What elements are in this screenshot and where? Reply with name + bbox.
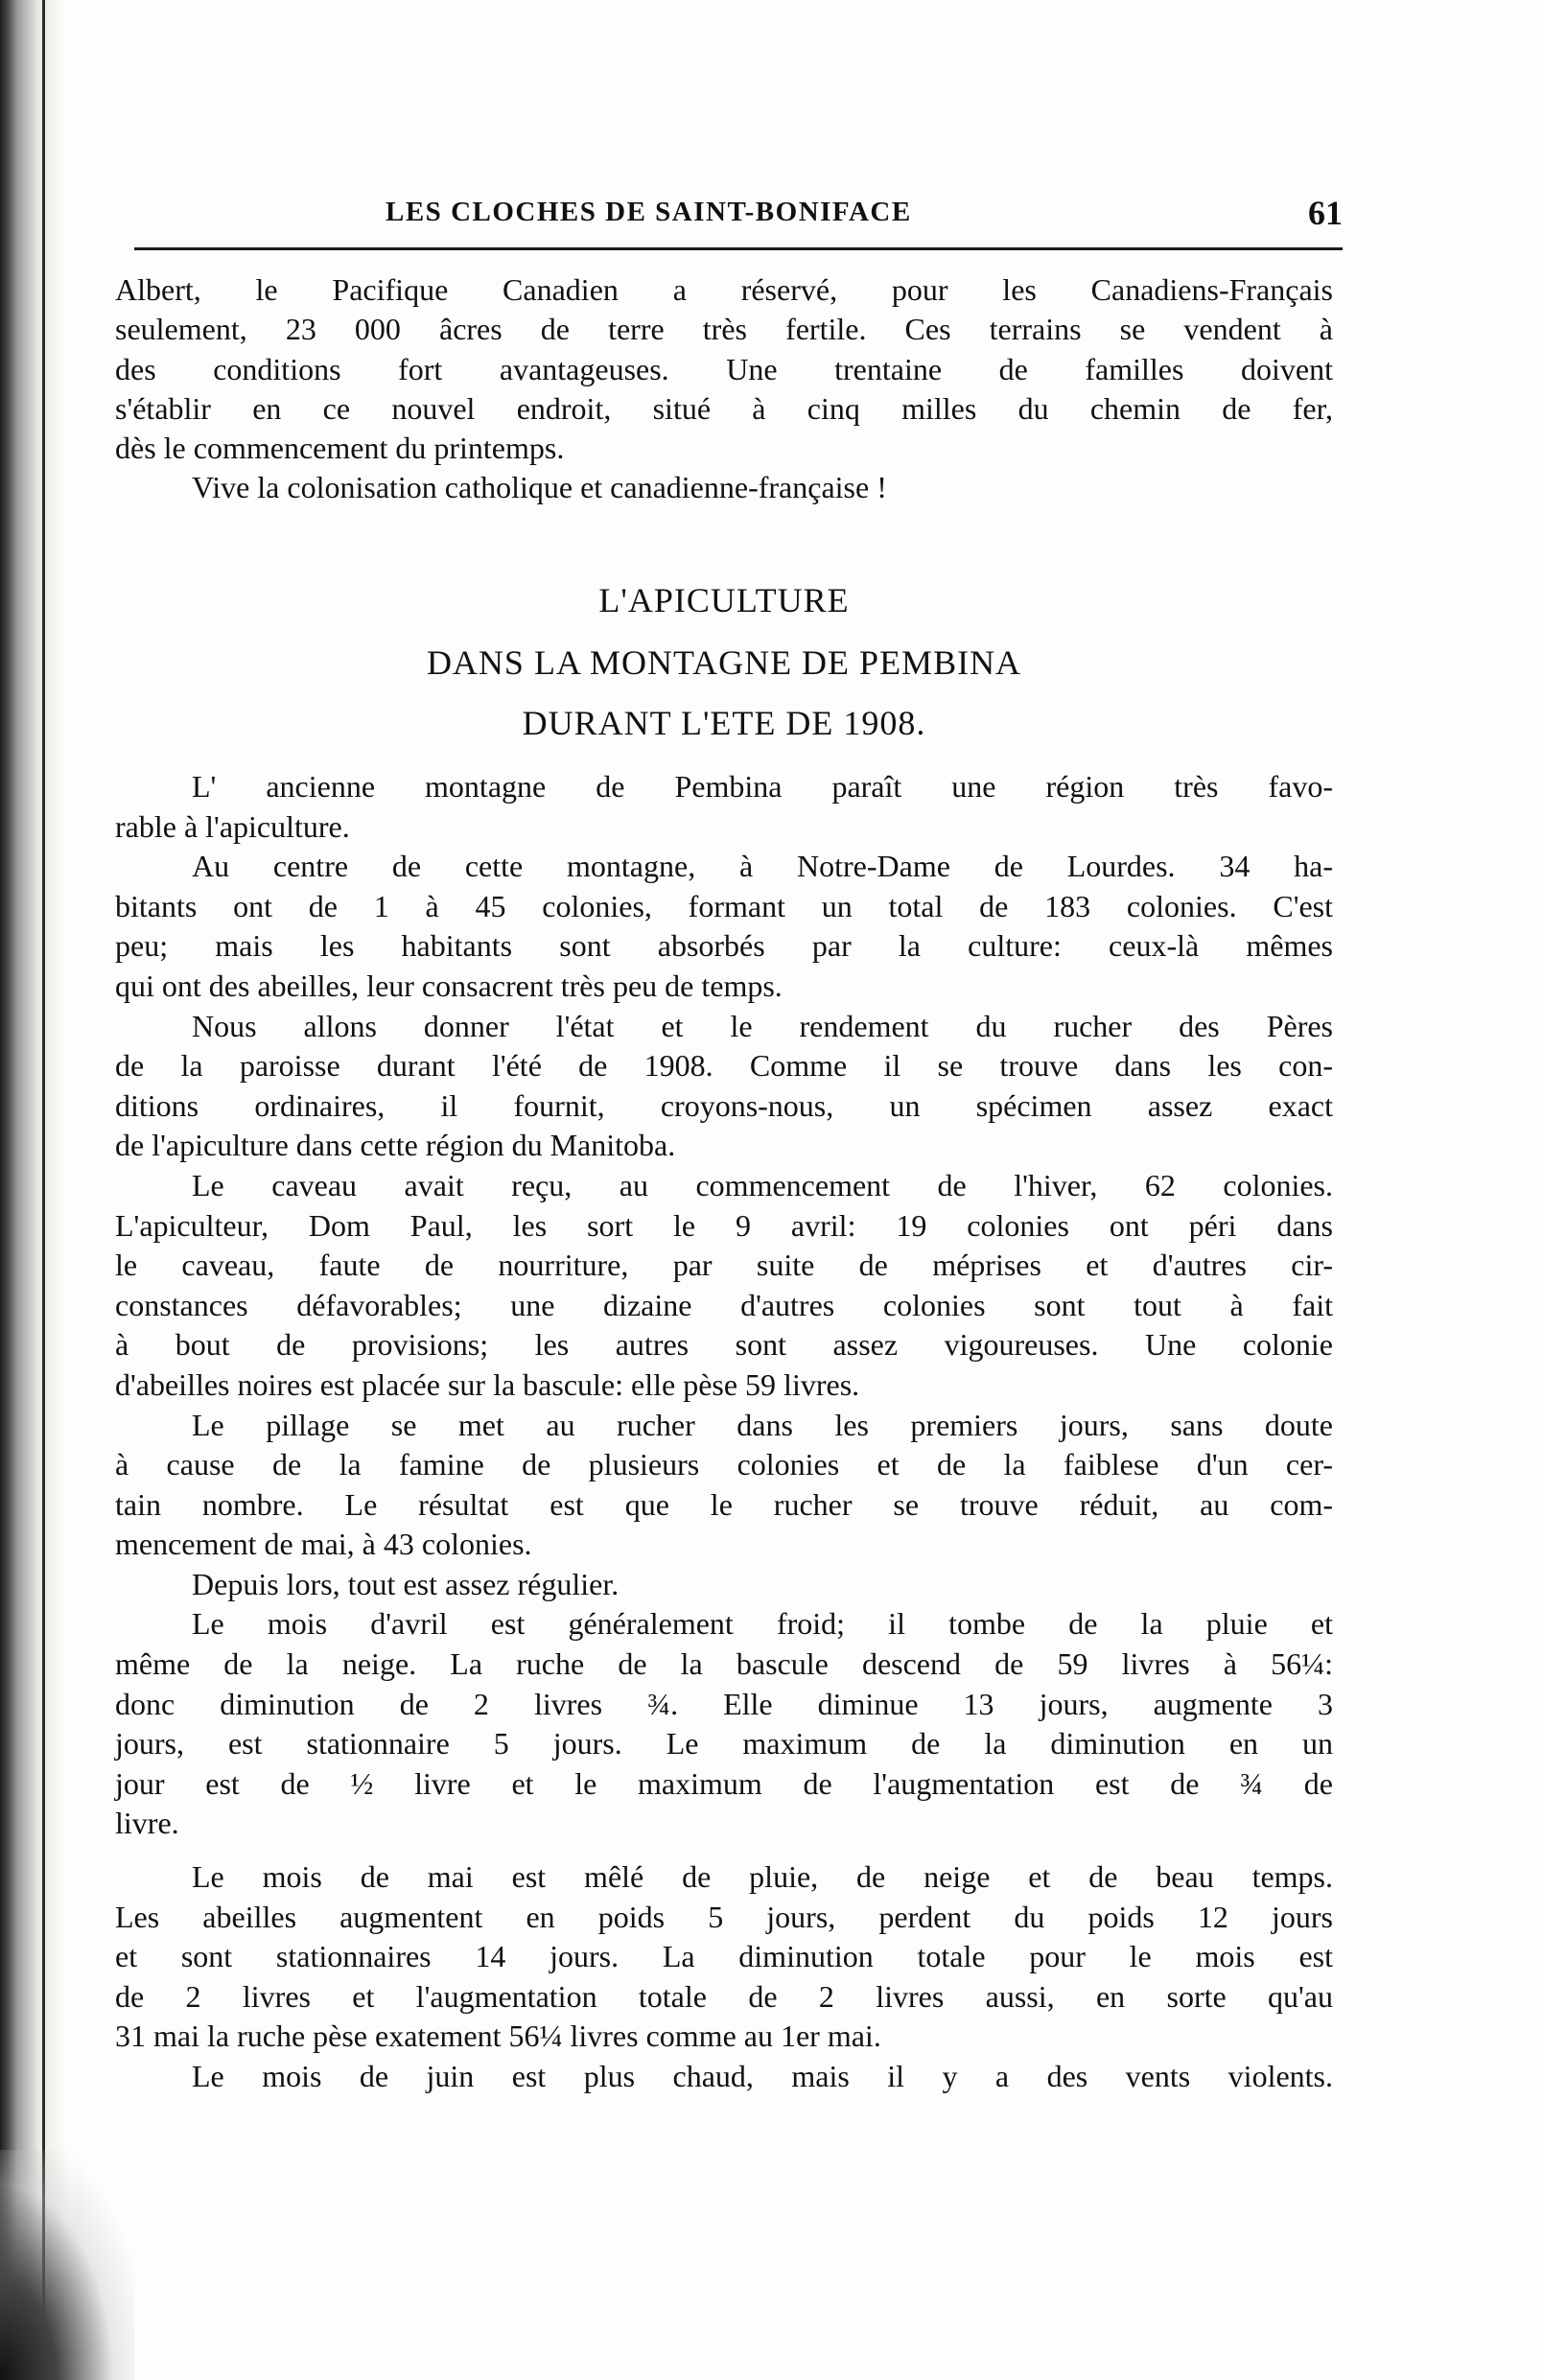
page-gutter-line	[42, 0, 45, 2380]
text-line: Le pillage se met au rucher dans les premiers jours, sans doute	[192, 1407, 1333, 1442]
section-heading-line-2: DANS LA MONTAGNE DE PEMBINA	[426, 643, 1022, 682]
text-line: mencement de mai, à 43 colonies.	[115, 1527, 532, 1562]
section-heading-line-3: DURANT L'ETE DE 1908.	[522, 704, 926, 742]
text-line: rable à l'apiculture.	[115, 808, 350, 844]
text-line: Albert, le Pacifique Canadien a réservé, pour les Canadiens-Français	[115, 272, 1333, 307]
text-line: peu; mais les habitants sont absorbés par la culture: ceux-là mêmes	[115, 928, 1333, 964]
closing-line: Vive la colonisation catholique et canadienne-française !	[192, 470, 887, 505]
text-line: livre.	[115, 1806, 179, 1841]
article-body	[115, 767, 1333, 2097]
text-line: de 2 livres et l'augmentation totale de 2 livres aussi, en sorte qu'au	[115, 1978, 1333, 2014]
text-line: et sont stationnaires 14 jours. La diminution totale pour le mois est	[115, 1939, 1333, 1974]
text-line: ditions ordinaires, il fournit, croyons-nous, un spécimen assez exact	[115, 1087, 1333, 1123]
text-line: qui ont des abeilles, leur consacrent très peu de temps.	[115, 968, 783, 1003]
text-line: seulement, 23 000 âcres de terre très fertile. Ces terrains se vendent à	[115, 312, 1333, 347]
page-number: 61	[1308, 194, 1343, 232]
text-line: L' ancienne montagne de Pembina paraît une région très favo-	[192, 769, 1333, 804]
intro-paragraph	[115, 270, 1333, 508]
scan-dark-corner	[0, 2150, 134, 2380]
text-line: Depuis lors, tout est assez régulier.	[192, 1566, 620, 1601]
text-line: 31 mai la ruche pèse exatement 56¼ livres comme au 1er mai.	[115, 2018, 881, 2054]
text-line: à bout de provisions; les autres sont assez vigoureuses. Une colonie	[115, 1327, 1333, 1363]
text-line: tain nombre. Le résultat est que le rucher se trouve réduit, au com-	[115, 1486, 1333, 1522]
text-line: des conditions fort avantageuses. Une trentaine de familles doivent	[115, 351, 1333, 386]
page-header	[134, 194, 1343, 254]
text-line: bitants ont de 1 à 45 colonies, formant un total de 183 colonies. C'est	[115, 888, 1333, 923]
text-line: Nous allons donner l'état et le rendement du rucher des Pères	[192, 1008, 1333, 1043]
text-line: à cause de la famine de plusieurs colonies et de la faiblese d'un cer-	[115, 1447, 1333, 1482]
header-rule	[134, 247, 1343, 250]
section-heading-line-1: L'APICULTURE	[598, 581, 850, 619]
text-line: L'apiculteur, Dom Paul, les sort le 9 avril: 19 colonies ont péri dans	[115, 1207, 1333, 1243]
text-line: Le mois de juin est plus chaud, mais il y a des vents violents.	[192, 2059, 1333, 2093]
text-line: de l'apiculture dans cette région du Manitoba.	[115, 1128, 676, 1163]
book-spine-shadow	[0, 0, 67, 2380]
text-line: même de la neige. La ruche de la bascule descend de 59 livres à 56¼:	[115, 1646, 1333, 1682]
text-line: Le caveau avait reçu, au commencement de l'hiver, 62 colonies.	[192, 1167, 1333, 1202]
text-line: s'établir en ce nouvel endroit, situé à cinq milles du chemin de fer,	[115, 390, 1333, 426]
text-line: jours, est stationnaire 5 jours. Le maximum de la diminution en un	[115, 1726, 1333, 1762]
text-line: le caveau, faute de nourriture, par suite de méprises et d'autres cir-	[115, 1248, 1333, 1283]
text-line: Au centre de cette montagne, à Notre-Dame de Lourdes. 34 ha-	[192, 849, 1333, 884]
text-line: Les abeilles augmentent en poids 5 jours, perdent du poids 12 jours	[115, 1899, 1333, 1934]
text-line: constances défavorables; une dizaine d'autres colonies sont tout à fait	[115, 1287, 1333, 1322]
running-title: LES CLOCHES DE SAINT-BONIFACE	[386, 197, 912, 227]
text-line: Le mois d'avril est généralement froid; il tombe de la pluie et	[192, 1606, 1333, 1642]
text-line: Le mois de mai est mêlé de pluie, de neige et de beau temps.	[192, 1859, 1333, 1895]
text-line: de la paroisse durant l'été de 1908. Comme il se trouve dans les con-	[115, 1048, 1333, 1084]
text-line: jour est de ½ livre et le maximum de l'augmentation est de ¾ de	[115, 1765, 1333, 1801]
text-line: d'abeilles noires est placée sur la bascule: elle pèse 59 livres.	[115, 1366, 860, 1402]
text-line: dès le commencement du printemps.	[115, 431, 565, 466]
text-line: donc diminution de 2 livres ¾. Elle diminue 13 jours, augmente 3	[115, 1686, 1333, 1721]
